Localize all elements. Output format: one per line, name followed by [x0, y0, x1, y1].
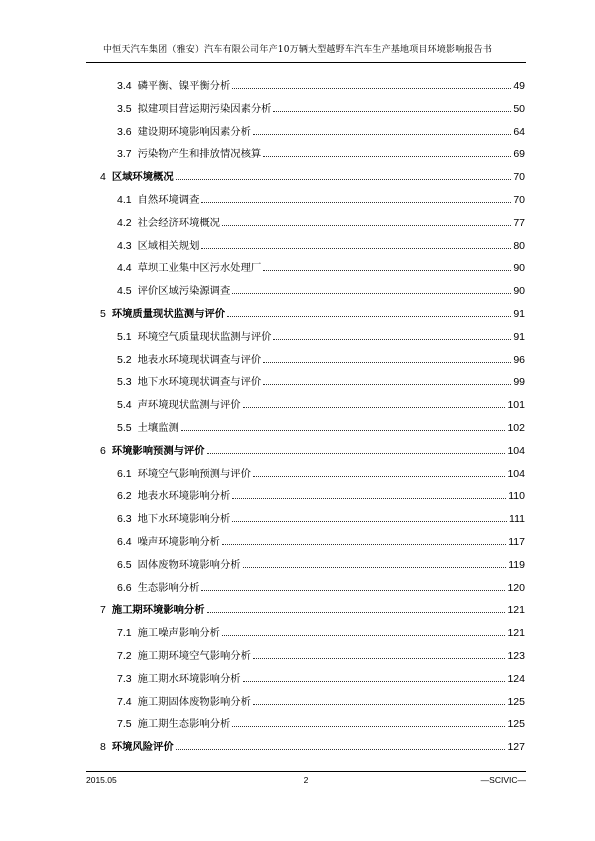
toc-entry-title: 地下水环境影响分析: [137, 513, 231, 526]
toc-entry-number: 5.5: [117, 422, 132, 434]
toc-entry-title: 自然环境调查: [137, 194, 200, 206]
toc-leader-dots: [263, 384, 511, 385]
toc-entry[interactable]: [117, 505, 525, 525]
toc-leader-dots: [181, 430, 506, 431]
toc-leader-dots: [243, 567, 507, 568]
toc-entry[interactable]: [117, 368, 525, 388]
toc-entry[interactable]: [117, 232, 525, 252]
toc-entry[interactable]: [100, 300, 525, 320]
toc-entry-number: 6.2: [117, 490, 132, 503]
toc-entry-page: 111: [509, 513, 525, 526]
toc-entry-number: 3.4: [117, 80, 132, 92]
toc-leader-dots: [232, 293, 511, 294]
toc-entry-page: 91: [513, 308, 525, 320]
toc-leader-dots: [201, 202, 511, 203]
toc-entry[interactable]: [117, 254, 525, 274]
toc-entry-number: 5.3: [117, 376, 132, 389]
toc-entry-number: 5.2: [117, 353, 132, 366]
toc-entry-number: 4.3: [117, 239, 132, 252]
toc-entry[interactable]: [100, 163, 525, 183]
toc-entry-page: 80: [513, 239, 525, 252]
toc-entry[interactable]: [117, 414, 525, 434]
toc-entry-number: 3.7: [117, 148, 132, 161]
toc-entry-page: 70: [513, 194, 525, 206]
page-header: 中恒天汽车集团（雅安）汽车有限公司年产10万辆大型越野车汽车生产基地项目环境影响报告书: [102, 45, 493, 55]
toc-entry-title: 施工噪声影响分析: [137, 627, 220, 640]
toc-entry-number: 7.3: [117, 672, 132, 685]
toc-entry-page: 99: [513, 376, 525, 389]
toc-entry-number: 6.3: [117, 513, 132, 526]
toc-entry-page: 102: [507, 422, 525, 434]
toc-entry[interactable]: [117, 277, 525, 297]
toc-leader-dots: [253, 476, 506, 477]
toc-leader-dots: [273, 339, 511, 340]
toc-entry-title: 环境影响预测与评价: [111, 444, 205, 457]
toc-entry-title: 环境空气质量现状监测与评价: [137, 330, 272, 343]
toc-entry-page: 104: [507, 467, 525, 480]
toc-entry-page: 125: [507, 695, 525, 708]
toc-leader-dots: [232, 726, 505, 727]
toc-entry-page: 120: [507, 581, 525, 594]
toc-entry-page: 77: [513, 216, 525, 229]
toc-entry-title: 地表水环境现状调查与评价: [137, 353, 262, 366]
toc-entry[interactable]: [117, 710, 525, 730]
toc-entry-title: 草坝工业集中区污水处理厂: [137, 262, 262, 275]
toc-entry-title: 生态影响分析: [137, 581, 200, 594]
toc-entry-page: 64: [513, 125, 525, 138]
toc-entry-number: 4.1: [117, 194, 132, 206]
toc-leader-dots: [222, 225, 511, 226]
toc-entry[interactable]: [117, 95, 525, 115]
toc-entry-number: 4: [100, 171, 106, 184]
toc-entry-title: 施工期环境空气影响分析: [137, 650, 251, 662]
toc-entry-page: 69: [513, 148, 525, 161]
toc-entry-page: 121: [507, 604, 525, 617]
footer-date: 2015.05: [86, 775, 117, 785]
toc-entry[interactable]: [117, 209, 525, 229]
toc-entry-number: 7.1: [117, 627, 132, 640]
toc-entry-number: 5.1: [117, 330, 132, 343]
toc-entry-page: 91: [513, 330, 525, 343]
toc-entry-title: 社会经济环境概况: [137, 216, 220, 229]
toc-entry-page: 96: [513, 353, 525, 366]
toc-leader-dots: [263, 362, 511, 363]
toc-entry-title: 拟建项目营运期污染因素分析: [137, 102, 272, 115]
toc-entry[interactable]: [117, 391, 525, 411]
toc-leader-dots: [232, 498, 506, 499]
toc-leader-dots: [232, 521, 507, 522]
toc-entry[interactable]: [117, 574, 525, 594]
toc-entry[interactable]: [100, 596, 525, 616]
toc-entry-page: 90: [513, 285, 525, 298]
toc-entry-title: 施工期生态影响分析: [137, 718, 231, 731]
toc-entry[interactable]: [117, 460, 525, 480]
toc-leader-dots: [273, 111, 511, 112]
toc-entry[interactable]: [117, 140, 525, 160]
toc-entry-number: 3.6: [117, 125, 132, 138]
toc-entry[interactable]: [117, 528, 525, 548]
toc-entry-title: 评价区域污染源调查: [137, 285, 231, 298]
toc-entry[interactable]: [117, 642, 525, 662]
toc-entry-title: 磷平衡、镍平衡分析: [137, 80, 231, 92]
toc-entry[interactable]: [117, 323, 525, 343]
toc-entry[interactable]: [117, 688, 525, 708]
toc-entry[interactable]: [100, 437, 525, 457]
toc-leader-dots: [201, 590, 505, 591]
toc-entry-page: 119: [508, 558, 525, 571]
toc-entry-page: 121: [507, 627, 525, 640]
footer-rule: [86, 771, 526, 772]
toc-entry-title: 土壤监测: [137, 422, 179, 434]
header-rule: [86, 62, 526, 63]
toc-entry[interactable]: [117, 346, 525, 366]
toc-entry[interactable]: [117, 482, 525, 502]
toc-entry-title: 建设期环境影响因素分析: [137, 125, 251, 138]
toc-entry-page: 50: [513, 102, 525, 115]
toc-entry-title: 区域环境概况: [111, 171, 174, 184]
toc-entry-number: 3.5: [117, 102, 132, 115]
toc-entry-page: 104: [507, 444, 525, 457]
toc-entry-number: 7.5: [117, 718, 132, 731]
toc-entry[interactable]: [117, 186, 525, 206]
toc-entry-title: 环境风险评价: [111, 741, 174, 754]
toc-entry-page: 101: [507, 399, 525, 412]
toc-entry-page: 90: [513, 262, 525, 275]
toc-leader-dots: [207, 453, 506, 454]
toc-entry-title: 环境质量现状监测与评价: [111, 308, 226, 320]
toc-entry-page: 117: [508, 536, 525, 548]
toc-entry[interactable]: [117, 665, 525, 685]
toc-entry-number: 6.6: [117, 581, 132, 594]
toc-leader-dots: [227, 316, 511, 317]
toc-leader-dots: [263, 270, 511, 271]
toc-leader-dots: [201, 248, 511, 249]
toc-entry-title: 污染物产生和排放情况核算: [137, 148, 262, 161]
toc-entry-title: 固体废物环境影响分析: [137, 558, 241, 571]
toc-entry[interactable]: [117, 118, 525, 138]
toc-leader-dots: [176, 749, 506, 750]
toc-entry-title: 施工期环境影响分析: [111, 604, 205, 617]
toc-entry-number: 4.2: [117, 216, 132, 229]
toc-leader-dots: [253, 134, 511, 135]
toc-entry-number: 8: [100, 741, 106, 754]
toc-entry-number: 6: [100, 444, 106, 457]
toc-leader-dots: [243, 407, 506, 408]
toc-entry-title: 声环境现状监测与评价: [137, 399, 241, 412]
toc-leader-dots: [243, 681, 506, 682]
toc-leader-dots: [222, 635, 505, 636]
toc-entry-number: 5: [100, 308, 106, 320]
page-footer: [86, 775, 526, 789]
footer-page-number: 2: [303, 775, 309, 785]
toc-leader-dots: [176, 179, 512, 180]
toc-leader-dots: [222, 544, 506, 545]
toc-entry-page: 110: [508, 490, 525, 503]
toc-entry-page: 125: [507, 718, 525, 731]
toc-entry-number: 7.4: [117, 695, 132, 708]
toc-entry-title: 噪声环境影响分析: [137, 536, 220, 548]
toc-entry-title: 施工期固体废物影响分析: [137, 695, 251, 708]
toc-entry-number: 6.1: [117, 467, 132, 480]
toc-entry-number: 7: [100, 604, 106, 617]
toc-entry-title: 地表水环境影响分析: [137, 490, 231, 503]
toc-entry-page: 49: [513, 80, 525, 92]
toc-entry-page: 127: [507, 741, 525, 754]
toc-leader-dots: [253, 658, 506, 659]
toc-entry-number: 6.5: [117, 558, 132, 571]
toc-entry-number: 4.4: [117, 262, 132, 275]
toc-leader-dots: [253, 704, 506, 705]
toc-leader-dots: [207, 612, 506, 613]
toc-leader-dots: [232, 88, 511, 89]
toc-leader-dots: [263, 156, 511, 157]
toc-entry-number: 4.5: [117, 285, 132, 298]
toc-entry-page: 123: [507, 650, 525, 662]
toc-entry-title: 区域相关规划: [137, 239, 200, 252]
toc-entry-title: 环境空气影响预测与评价: [137, 467, 251, 480]
toc-entry[interactable]: [117, 551, 525, 571]
toc-entry-title: 地下水环境现状调查与评价: [137, 376, 262, 389]
toc-entry[interactable]: [117, 72, 525, 92]
toc-entry[interactable]: [117, 619, 525, 639]
toc-entry-page: 124: [507, 672, 525, 685]
toc-entry[interactable]: [100, 733, 525, 753]
toc-entry-number: 5.4: [117, 399, 132, 412]
footer-org: —SCIVIC—: [480, 775, 526, 785]
toc-entry-number: 6.4: [117, 536, 132, 548]
toc-entry-title: 施工期水环境影响分析: [137, 672, 241, 685]
toc-entry-page: 70: [513, 171, 525, 184]
toc-entry-number: 7.2: [117, 650, 132, 662]
